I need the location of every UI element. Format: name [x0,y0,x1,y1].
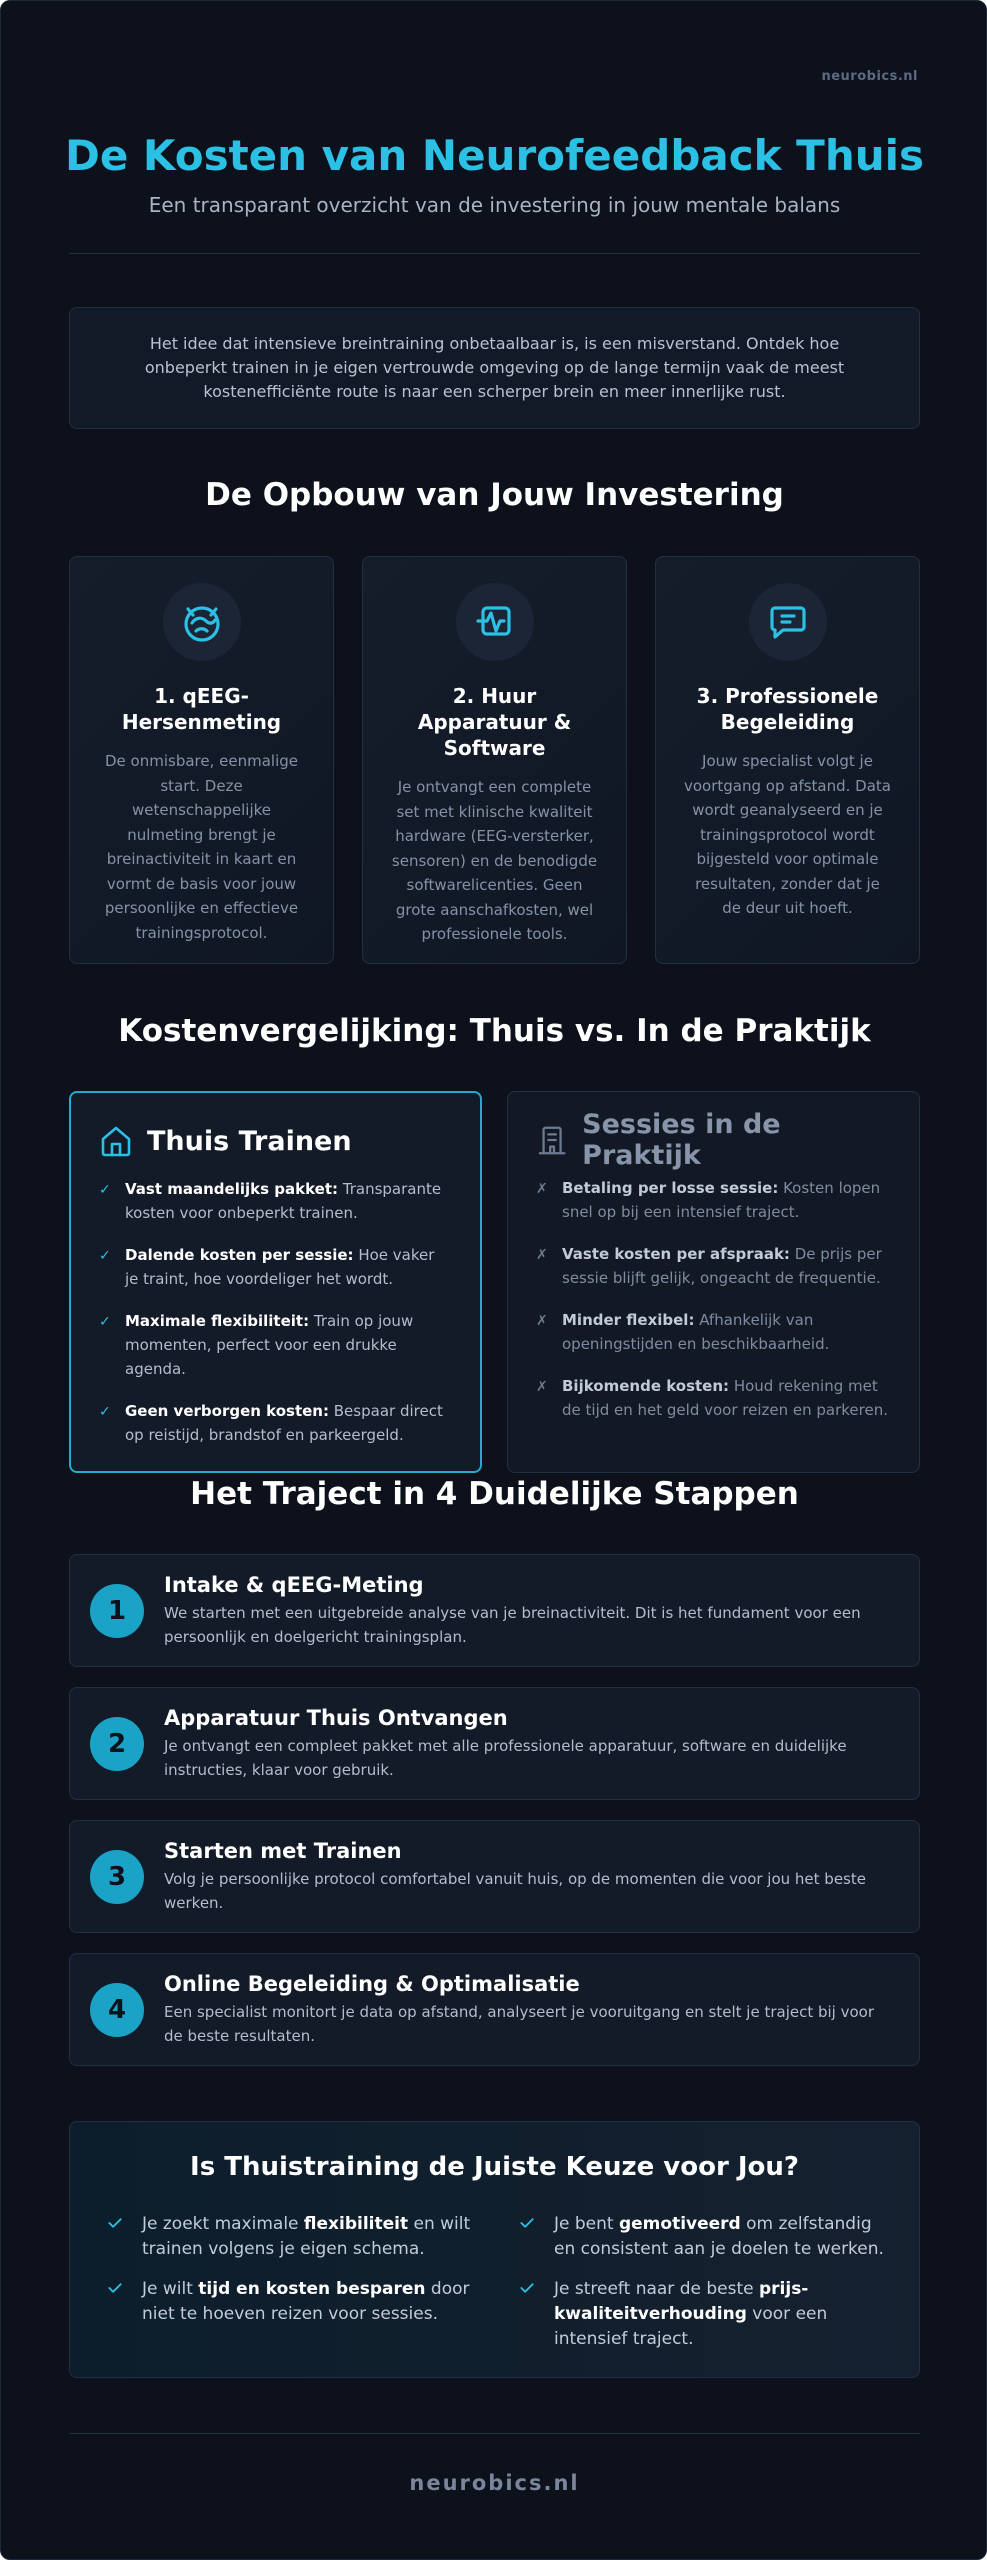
item-bold: Maximale flexibiliteit: [125,1312,310,1330]
comparison-card-title: Thuis Trainen [147,1125,352,1157]
footer-divider [69,2433,920,2434]
check-icon: ✓ [99,1404,111,1420]
choice-text: Je bent [554,2214,619,2234]
item-text: Kosten lopen snel op bij een intensief traject. [562,1179,881,1221]
choice-item [104,2277,474,2327]
page-title: De Kosten van Neurofeedback Thuis [64,131,925,180]
step-number: 3 [90,1850,144,1904]
step-text: We starten met een uitgebreide analyse van je breinactiviteit. Dit is het fundament voor een persoonlijk en doelgericht trainingsplan. [164,1603,861,1646]
item-text: Transparante kosten voor onbeperkt trainen. [125,1180,442,1222]
cross-icon: ✗ [536,1247,548,1263]
step-title: Online Begeleiding & Optimalisatie [164,1971,580,1996]
step-card-1 [69,1554,920,1667]
item-text: Afhankelijk van openingstijden en beschikbaarheid. [562,1311,830,1353]
brand-label-top: neurobics.nl [821,69,918,84]
comparison-card-title: Sessies in de Praktijk [582,1109,781,1171]
list-item [536,1374,891,1422]
building-icon [536,1123,568,1157]
check-icon [516,2212,538,2228]
intro-text: Het idee dat intensieve breintraining onbetaalbaar is, is een misverstand. Ontdek hoe onbeperkt trainen in je eigen vertrouwde omgeving op de lange termijn vaak de meest kostenefficiënte route is naar een scherper brein en meer innerlijke rust. [144,334,845,401]
choice-item [516,2277,886,2352]
check-icon [104,2277,126,2293]
intro-box [69,307,920,429]
item-bold: Betaling per losse sessie: [562,1179,779,1197]
choice-text: Je streeft naar de beste [554,2279,759,2299]
item-bold: Vaste kosten per afspraak: [562,1245,790,1263]
cross-icon: ✗ [536,1379,548,1395]
list-item [536,1176,891,1224]
footer-brand: neurobics.nl [409,2471,580,2495]
comparison-card-practice [507,1091,920,1473]
investment-card-title: 3. Professionele Begeleiding [696,684,879,734]
step-text: Je ontvangt een compleet pakket met alle professionele apparatuur, software en duidelijke instructies, klaar voor gebruik. [164,1736,847,1779]
choice-text: Je wilt [142,2279,199,2299]
step-title: Apparatuur Thuis Ontvangen [164,1705,508,1730]
investment-card-qeeg [69,556,334,964]
brain-icon [179,599,225,645]
investment-card-equipment [362,556,627,964]
choice-text: Je zoekt maximale [142,2214,304,2234]
chat-icon [765,599,811,645]
choice-box [69,2121,920,2378]
check-icon [104,2212,126,2228]
list-item [536,1242,891,1290]
cross-icon: ✗ [536,1313,548,1329]
choice-text: voor een intensief traject. [554,2304,828,2349]
item-bold: Geen verborgen kosten: [125,1402,329,1420]
item-bold: Dalende kosten per sessie: [125,1246,354,1264]
item-text: De prijs per sessie blijft gelijk, ongeacht de frequentie. [562,1245,882,1287]
list-item [99,1243,452,1291]
choice-text: om zelfstandig en consistent aan je doelen te werken. [554,2214,884,2259]
investment-card-text: Jouw specialist volgt je voortgang op afstand. Data wordt geanalyseerd en je trainingsprotocol wordt bijgesteld voor optimale resultaten, zonder dat je de deur uit hoeft. [684,752,891,917]
item-bold: Vast maandelijks pakket: [125,1180,338,1198]
step-title: Starten met Trainen [164,1838,402,1863]
choice-bold: flexibiliteit [303,2214,409,2234]
list-item [99,1399,452,1447]
investment-card-guidance [655,556,920,964]
check-icon: ✓ [99,1248,111,1264]
list-item [536,1308,891,1356]
step-number: 4 [90,1983,144,2037]
choice-item [516,2212,886,2262]
choice-text: en wilt trainen volgens je eigen schema. [142,2214,471,2259]
step-card-2 [69,1687,920,1800]
step-card-3 [69,1820,920,1933]
device-chart-icon [472,599,518,645]
list-item [99,1309,452,1381]
item-text: Bespaar direct op reistijd, brandstof en parkeergeld. [125,1402,443,1444]
list-item [99,1177,452,1225]
comparison-list [536,1176,891,1422]
step-title: Intake & qEEG-Meting [164,1572,424,1597]
page-subtitle: Een transparant overzicht van de investering in jouw mentale balans [148,193,841,217]
choice-bold: prijs-kwaliteitverhouding [554,2279,809,2324]
check-icon [516,2277,538,2293]
item-text: Train op jouw momenten, perfect voor een drukke agenda. [125,1312,414,1378]
choice-bold: tijd en kosten besparen [198,2279,426,2299]
steps-section-title: Het Traject in 4 Duidelijke Stappen [190,1476,799,1512]
item-bold: Minder flexibel: [562,1311,695,1329]
investment-section-title: De Opbouw van Jouw Investering [205,477,784,513]
icon-circle [456,583,534,661]
investment-card-text: De onmisbare, eenmalige start. Deze wetenschappelijke nulmeting brengt je breinactiviteit in kaart en vormt de basis voor jouw persoonlijke en effectieve trainingsprotocol. [104,752,299,942]
step-text: Een specialist monitort je data op afstand, analyseert je vooruitgang en stelt je traject bij voor de beste resultaten. [164,2002,875,2045]
choice-title: Is Thuistraining de Juiste Keuze voor Jou? [190,2152,799,2182]
item-bold: Bijkomende kosten: [562,1377,730,1395]
icon-circle [749,583,827,661]
check-icon: ✓ [99,1314,111,1330]
comparison-list [99,1177,452,1447]
investment-card-text: Je ontvangt een complete set met klinische kwaliteit hardware (EEG-versterker, sensoren) en de benodigde softwarelicenties. Geen grote aanschafkosten, wel professionele tools. [391,778,598,943]
investment-card-title: 1. qEEG-Hersenmeting [121,684,282,734]
item-text: Hoe vaker je traint, hoe voordeliger het wordt. [125,1246,435,1288]
step-number: 1 [90,1584,144,1638]
comparison-card-header [99,1121,452,1161]
choice-bold: gemotiveerd [618,2214,741,2234]
divider [69,253,920,254]
comparison-section-title: Kostenvergelijking: Thuis vs. In de Praktijk [118,1013,871,1049]
item-text: Houd rekening met de tijd en het geld voor reizen en parkeren. [562,1377,889,1419]
cross-icon: ✗ [536,1181,548,1197]
investment-card-title: 2. Huur Apparatuur & Software [417,684,572,760]
step-card-4 [69,1953,920,2066]
home-icon [99,1124,133,1158]
comparison-card-header [536,1109,891,1171]
step-text: Volg je persoonlijke protocol comfortabel vanuit huis, op de momenten die voor jou het beste werken. [164,1869,866,1912]
icon-circle [163,583,241,661]
comparison-card-home [69,1091,482,1473]
choice-text: door niet te hoeven reizen voor sessies. [142,2279,470,2324]
choice-item [104,2212,474,2262]
check-icon: ✓ [99,1182,111,1198]
step-number: 2 [90,1717,144,1771]
